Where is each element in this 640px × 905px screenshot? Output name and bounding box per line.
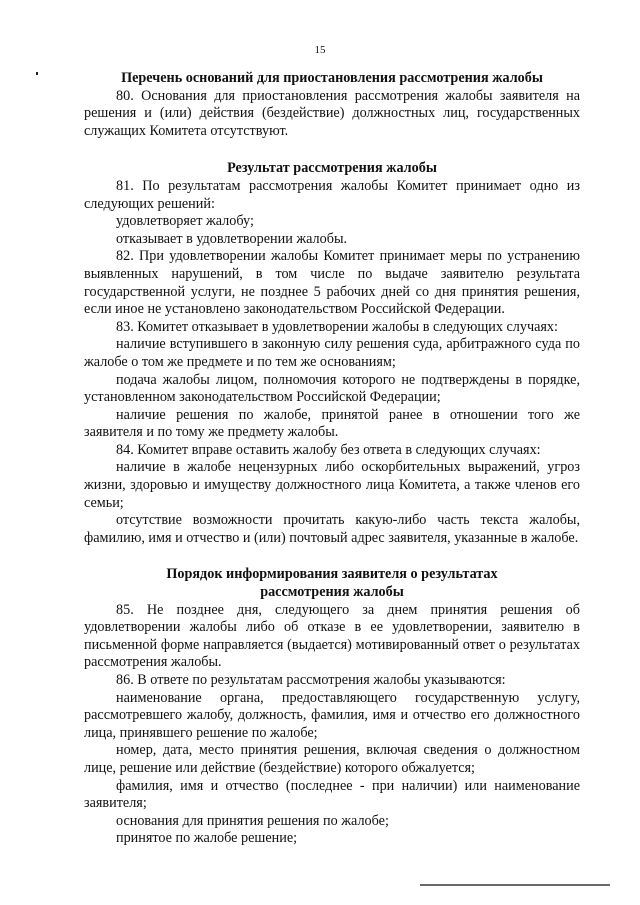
paragraph-84: 84. Комитет вправе оставить жалобу без ответа в следующих случаях: xyxy=(116,441,541,458)
paragraph-83: 83. Комитет отказывает в удовлетворении жалобы в следующих случаях: xyxy=(116,318,558,335)
paragraph-81: 81. По результатам рассмотрения жалобы Комитет принимает одно из следующих решений: xyxy=(84,177,580,212)
list-item: наличие вступившего в законную силу решения суда, арбитражного суда по жалобе о том же предмете и по тем же основаниям; xyxy=(84,336,580,370)
section-heading-result xyxy=(84,160,580,178)
heading-line: Результат рассмотрения жалобы xyxy=(227,160,437,177)
list-item: отсутствие возможности прочитать какую-либо часть текста жалобы, фамилию, имя и отчество и (или) почтовый адрес заявителя, указанные в жалобе. xyxy=(84,512,580,546)
section-heading-informing xyxy=(84,566,580,601)
scan-mark xyxy=(36,72,38,75)
paragraph-86: 86. В ответе по результатам рассмотрения жалобы указываются: xyxy=(116,672,506,688)
list-item: основания для принятия решения по жалобе; xyxy=(116,812,389,829)
list-item: номер, дата, место принятия решения, включая сведения о должностном лице, решение или действие (бездействие) которого обжалуется; xyxy=(84,742,580,776)
paragraph-80: 80. Основания для приостановления рассмотрения жалобы заявителя на решения и (или) действия (бездействие) должностных лиц, государственных служащих Комитета отсутствуют. xyxy=(84,87,580,139)
list-item: отказывает в удовлетворении жалобы. xyxy=(116,230,348,247)
paragraph-82: 82. При удовлетворении жалобы Комитет принимает меры по устранению выявленных нарушений, в том числе по выдаче заявителю результата государственной услуги, не позднее 5 рабочих дней со дня принятия решения, если иное не установлено законодательством Российской Федерации. xyxy=(84,248,580,318)
heading-line: рассмотрения жалобы xyxy=(260,584,404,601)
heading-line: Порядок информирования заявителя о результатах xyxy=(166,566,498,583)
document-body xyxy=(84,70,580,848)
scan-artifact-line xyxy=(420,884,610,886)
section-heading-suspension xyxy=(84,70,580,88)
heading-line: Перечень оснований для приостановления рассмотрения жалобы xyxy=(121,70,543,86)
list-item: подача жалобы лицом, полномочия которого не подтверждены в порядке, установленном законодательством Российской Федерации; xyxy=(84,371,580,406)
list-item: наличие в жалобе нецензурных либо оскорбительных выражений, угроз жизни, здоровью и имуществу должностного лица Комитета, а также членов его семьи; xyxy=(84,459,580,511)
paragraph-85: 85. Не позднее дня, следующего за днем принятия решения об удовлетворении жалобы либо об отказе в ее удовлетворении, заявителю в письменной форме направляется (выдается) мотивированный ответ о результатах рассмотрения жалобы. xyxy=(84,601,580,671)
page-number: 15 xyxy=(314,44,326,56)
list-item: принятое по жалобе решение; xyxy=(116,830,298,847)
list-item: наименование органа, предоставляющего государственную услугу, рассмотревшего жалобу, должность, фамилия, имя и отчество его должностного лица, принявшего решение по жалобе; xyxy=(84,689,580,741)
list-item: наличие решения по жалобе, принятой ранее в отношении того же заявителя и по тому же предмету жалобы. xyxy=(84,406,580,441)
list-item: фамилия, имя и отчество (последнее - при наличии) или наименование заявителя; xyxy=(84,777,580,812)
list-item: удовлетворяет жалобу; xyxy=(116,213,254,230)
